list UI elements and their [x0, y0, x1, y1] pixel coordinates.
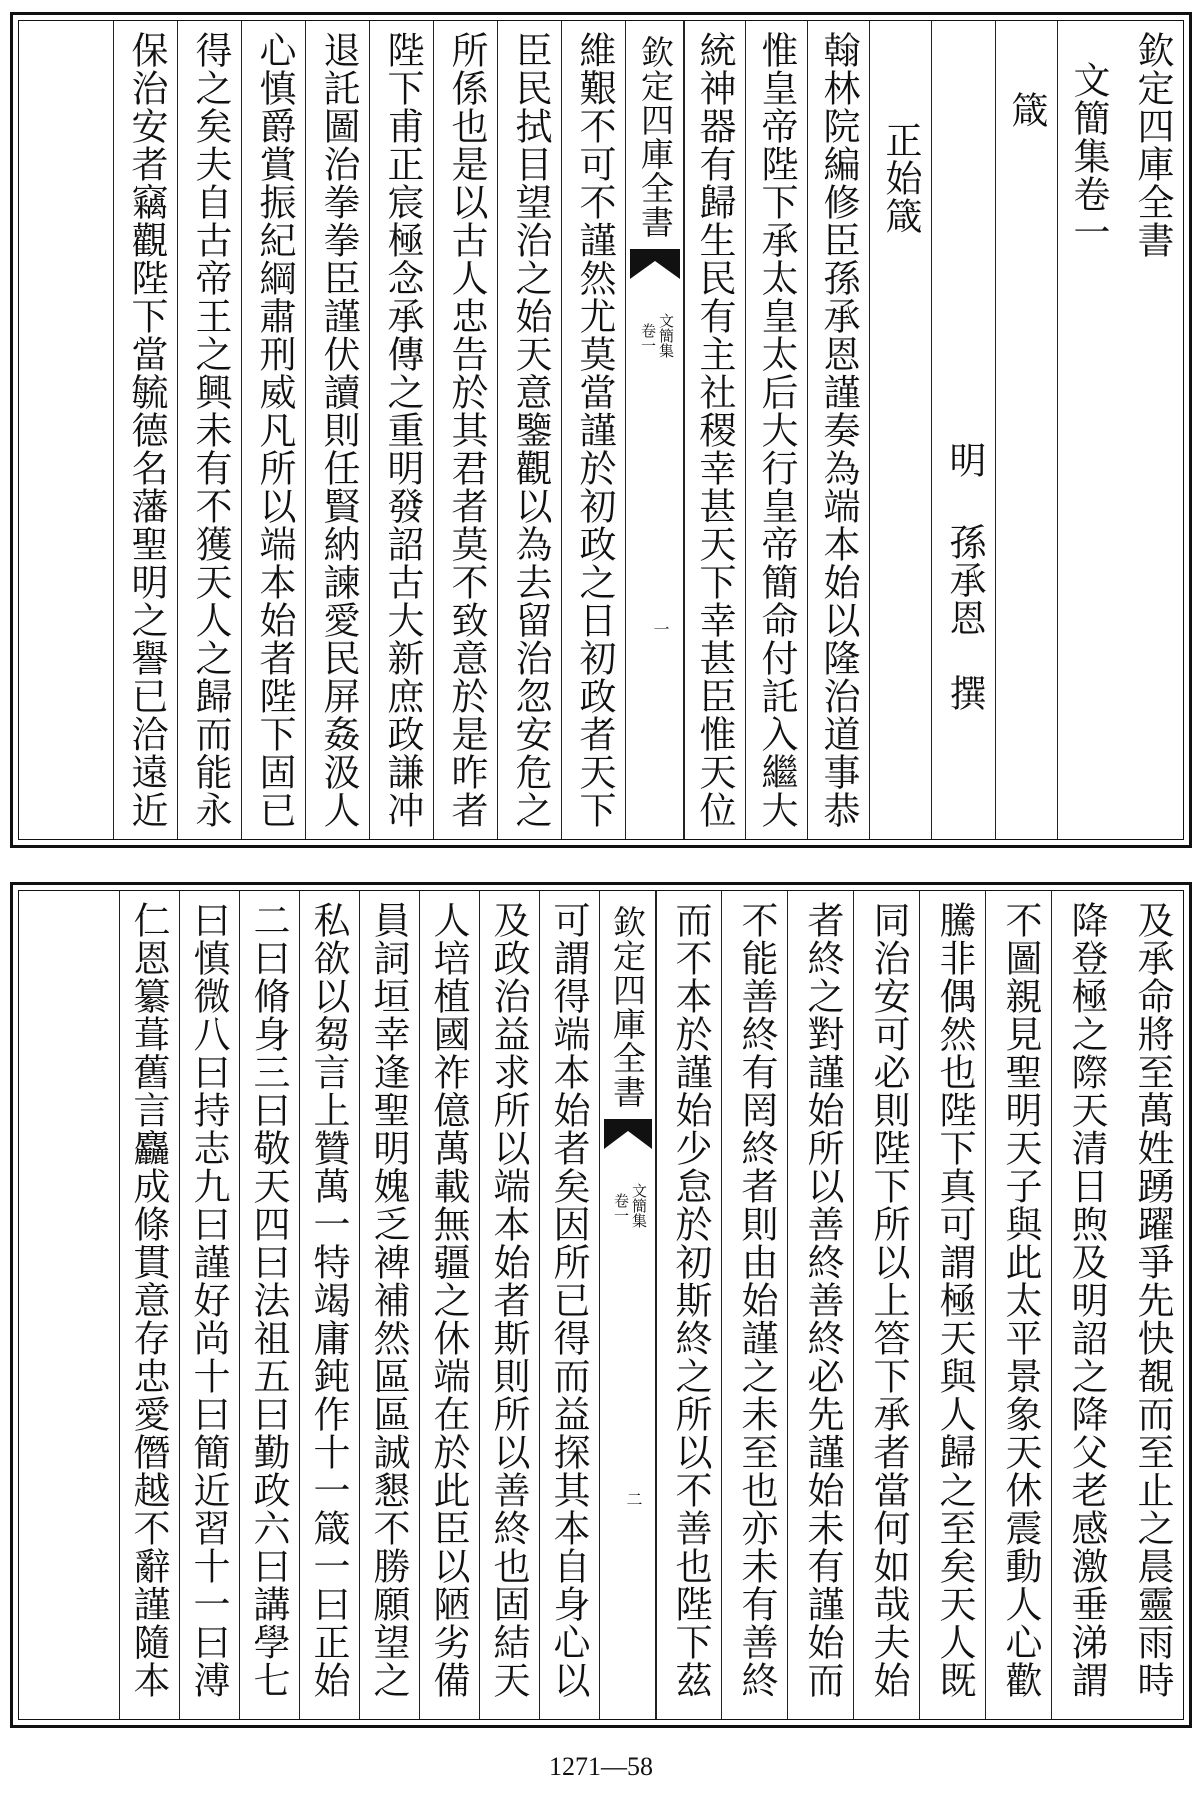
text-column: 曰慎微八曰持志九曰謹好尚十曰簡近習十一曰溥	[179, 891, 239, 1719]
center-gutter	[625, 21, 685, 839]
text-column: 正始箴	[869, 21, 931, 839]
text-column: 統神器有歸生民有主社稷幸甚天下幸甚臣惟天位	[683, 21, 745, 839]
text-column: 箴	[995, 21, 1057, 839]
top-page-text-block	[18, 20, 1184, 840]
gutter-book-title: 欽定四庫全書	[608, 905, 647, 1109]
text-column: 人培植國祚億萬載無疆之休端在於此臣以陋劣備	[419, 891, 479, 1719]
text-column: 降登極之際天清日煦及明詔之降父老感激垂涕謂	[1051, 891, 1117, 1719]
gutter-page-number: 一	[651, 621, 670, 637]
text-column: 不圖親見聖明天子與此太平景象天休震動人心歡	[985, 891, 1051, 1719]
text-column: 員詞垣幸逢聖明媿乏裨補然區區誠懇不勝願望之	[359, 891, 419, 1719]
text-column: 欽定四庫全書	[1131, 31, 1174, 259]
text-column: 而不本於謹始少怠於初斯終之所以不善也陛下茲	[655, 891, 721, 1719]
gutter-volume-name: 文簡集	[657, 313, 675, 358]
author-role: 撰	[943, 674, 986, 713]
page-footer-number: 1271—58	[549, 1752, 653, 1781]
text-column: 維艱不可不謹然尤莫當謹於初政之日初政者天下	[561, 21, 625, 839]
text-column: 同治安可必則陛下所以上答下承者當何如哉夫始	[853, 891, 919, 1719]
text-column: 陛下甫正宸極念承傳之重明發詔古大新庶政謙冲	[369, 21, 433, 839]
text-column: 及政治益求所以端本始者斯則所以善終也固結天	[479, 891, 539, 1719]
text-column: 者終之對謹始所以善終善終必先謹始未有謹始而	[787, 891, 853, 1719]
text-column: 臣民拭目望治之始天意鑒觀以為去留治忽安危之	[497, 21, 561, 839]
center-gutter	[599, 891, 657, 1719]
gutter-book-title: 欽定四庫全書	[636, 35, 675, 239]
text-column: 不能善終有罔終者則由始謹之未至也亦未有善終	[721, 891, 787, 1719]
top-page	[10, 12, 1192, 848]
text-column: 騰非偶然也陛下真可謂極天與人歸之至矣天人既	[919, 891, 985, 1719]
text-column: 翰林院編修臣孫承恩謹奏為端本始以隆治道事恭	[807, 21, 869, 839]
text-column: 惟皇帝陛下承太皇太后大行皇帝簡命付託入繼大	[745, 21, 807, 839]
text-column: 二曰脩身三曰敬天四曰法祖五曰勤政六曰講學七	[239, 891, 299, 1719]
fishtail-mark	[630, 249, 680, 279]
author-name: 孫承恩	[943, 523, 986, 638]
text-column: 得之矣夫自古帝王之興未有不獲天人之歸而能永	[177, 21, 241, 839]
fishtail-mark	[604, 1119, 652, 1149]
text-column: 退託圖治拳拳臣謹伏讀則任賢納諫愛民屏姦汲人	[305, 21, 369, 839]
text-column: 及承命將至萬姓踴躍爭先快覩而至止之晨靈雨時	[1131, 901, 1174, 1699]
text-column: 文簡集卷一	[1057, 21, 1119, 839]
text-column: 心慎爵賞振紀綱肅刑威凡所以端本始者陛下固已	[241, 21, 305, 839]
bottom-page-text-block	[18, 890, 1184, 1720]
text-column: 保治安者竊觀陛下當毓德名藩聖明之譽已洽遠近	[113, 21, 177, 839]
text-column: 仁恩纂葺舊言麤成條貫意存忠愛僭越不辭謹隨本	[119, 891, 179, 1719]
text-column: 可謂得端本始者矣因所已得而益探其本自身心以	[539, 891, 599, 1719]
bottom-page	[10, 882, 1192, 1728]
gutter-volume-name: 文簡集	[630, 1183, 648, 1228]
text-column: 私欲以芻言上贊萬一特竭庸鈍作十一箴一曰正始	[299, 891, 359, 1719]
text-column: 所係也是以古人忠告於其君者莫不致意於是昨者	[433, 21, 497, 839]
gutter-volume-number: 卷一	[639, 323, 657, 353]
gutter-volume-number: 卷一	[612, 1193, 630, 1223]
gutter-page-number: 二	[624, 1491, 643, 1507]
author-dynasty: 明	[943, 441, 986, 479]
author-column	[931, 21, 995, 839]
